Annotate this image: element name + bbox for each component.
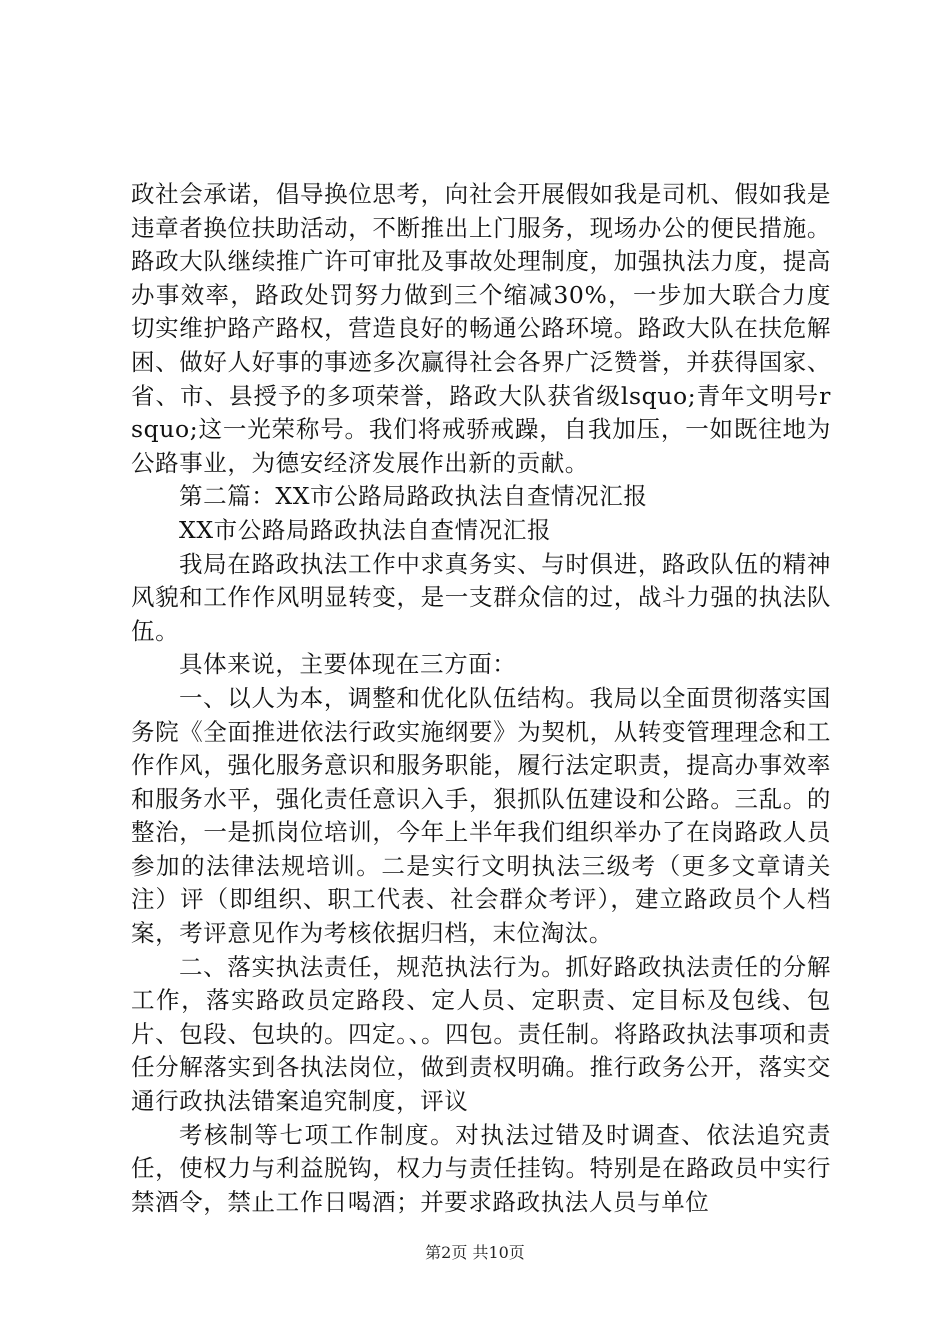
paragraph-point-2: 二、落实执法责任，规范执法行为。抓好路政执法责任的分解工作，落实路政员定路段、定人员、定职责、定目标及包线、包片、包段、包块的。四定。、。四包。责任制。将路政执法事项和责任分解落实到各执法岗位，做到责权明确。推行政务公开，落实交通行政执法错案追究制度，评议: [131, 952, 831, 1116]
section-heading: 第二篇：XX市公路局路政执法自查情况汇报: [179, 482, 648, 511]
paragraph-1: 政社会承诺，倡导换位思考，向社会开展假如我是司机、假如我是违章者换位扶助活动，不断推出上门服务，现场办公的便民措施。路政大队继续推广许可审批及事故处理制度，加强执法力度，提高办事效率，路政处罚努力做到三个缩减30%，一步加大联合力度切实维护路产路权，营造良好的畅通公路环境。路政大队在扶危解困、做好人好事的事迹多次赢得社会各界广泛赞誉，并获得国家、省、市、县授予的多项荣誉，路政大队获省级lsquo;青年文明号rsquo;这一光荣称号。我们将戒骄戒躁，自我加压，一如既往地为公路事业，为德安经济发展作出新的贡献。: [131, 180, 831, 477]
paragraph-intro: 我局在路政执法工作中求真务实、与时俱进，路政队伍的精神风貌和工作作风明显转变，是一支群众信的过，战斗力强的执法队伍。: [131, 549, 831, 645]
paragraph-continued: 考核制等七项工作制度。对执法过错及时调查、依法追究责任，使权力与利益脱钩，权力与责任挂钩。特别是在路政员中实行禁酒令，禁止工作日喝酒；并要求路政执法人员与单位: [131, 1120, 831, 1216]
paragraph-summary: 具体来说，主要体现在三方面：: [179, 650, 517, 679]
report-title: XX市公路局路政执法自查情况汇报: [179, 515, 552, 544]
paragraph-point-1: 一、以人为本，调整和优化队伍结构。我局以全面贯彻落实国务院《全面推进依法行政实施纲要》为契机，从转变管理理念和工作作风，强化服务意识和服务职能，履行法定职责，提高办事效率和服务水平，强化责任意识入手，狠抓队伍建设和公路。三乱。的整治，一是抓岗位培训，今年上半年我们组织举办了在岗路政人员参加的法律法规培训。二是实行文明执法三级考（更多文章请关注）评（即组织、职工代表、社会群众考评），建立路政员个人档案，考评意见作为考核依据归档，末位淘汰。: [131, 683, 831, 948]
document-body: [131, 178, 831, 1219]
page-footer: 第2页 共10页: [425, 1243, 525, 1262]
